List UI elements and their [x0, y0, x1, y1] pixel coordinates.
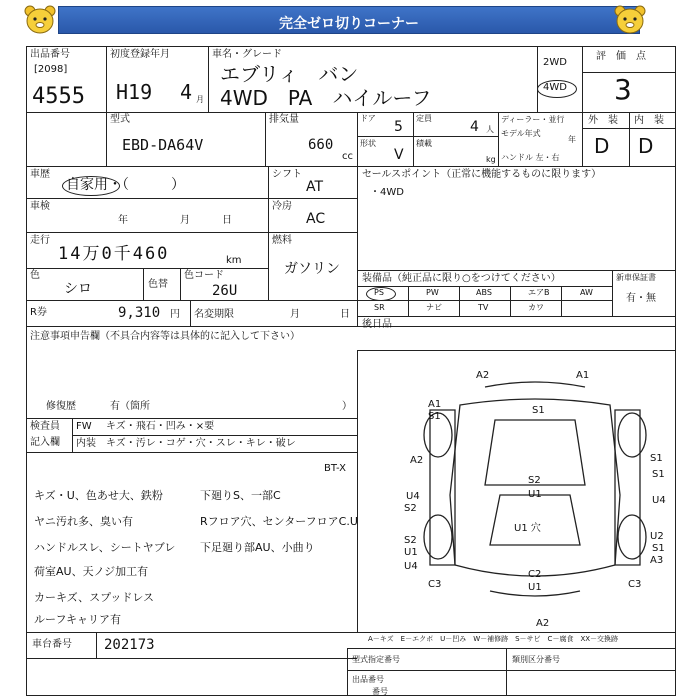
diagram-label: U4: [404, 561, 418, 572]
class-number-label: 類別区分番号: [512, 655, 560, 664]
name-label: 車名・グレード: [212, 49, 282, 60]
banner: [0, 0, 700, 40]
equipment-label: 装備品（純正品に限り○をつけてください）: [362, 273, 561, 284]
diagram-label: S2: [528, 475, 541, 486]
shape-label: 形状: [360, 139, 376, 148]
diagram-label: C3: [428, 579, 442, 590]
equip-airbag: エアB: [528, 288, 550, 297]
footer-number-label: 番号: [372, 687, 388, 696]
model-label: 型式: [110, 114, 130, 125]
cap-unit: 人: [486, 125, 494, 134]
check-label1: 検査員: [30, 421, 60, 432]
color-change-label: 色替: [148, 279, 168, 290]
inspection-month: 月: [180, 215, 190, 226]
color-label: 色: [30, 270, 40, 281]
lot-label: 出品番号: [30, 49, 70, 60]
lot-code: [2098]: [34, 64, 68, 75]
damage-legend: A－キズ E－エクボ U－凹み W－補修跡 S－サビ C－腐食 XX－交換跡: [368, 635, 619, 643]
door-label: ドア: [360, 114, 376, 123]
inspection-label: 車検: [30, 201, 50, 212]
repair-close: ）: [342, 401, 352, 412]
diagram-label: S1: [428, 411, 441, 422]
cap-label: 定員: [416, 114, 432, 123]
year-unit: 年: [568, 135, 576, 144]
equip-ps: PS: [374, 288, 384, 297]
inspection-day: 日: [222, 215, 232, 226]
int-grade: D: [638, 134, 654, 158]
comment-left-6: ルーフキャリア有: [34, 613, 122, 626]
diagram-label: U1 穴: [514, 523, 541, 534]
diagram-label: C3: [628, 579, 642, 590]
color-code-label: 色コード: [184, 270, 224, 281]
banner-title: 完全ゼロ切りコーナー: [279, 16, 419, 32]
reg-month-unit: 月: [196, 95, 204, 104]
comment-right-2: Rフロア穴、センターフロアC.U: [200, 515, 358, 528]
door-value: 5: [394, 119, 403, 135]
sales-item: ・4WD: [370, 187, 404, 198]
score-value: 3: [614, 73, 632, 106]
equip-tv: TV: [478, 303, 489, 312]
rear-label: 後日品: [362, 319, 392, 330]
lot-number: 4555: [32, 84, 85, 109]
diagram-label: A1: [576, 370, 590, 381]
notes-label: 注意事項申告欄（不具合内容等は具体的に記入して下さい）: [30, 331, 300, 342]
fw-label: FW: [76, 421, 92, 432]
reg-history-value: 自家用・（ ）: [66, 177, 185, 193]
diagram-label: S2: [404, 503, 417, 514]
model-value: EBD-DA64V: [122, 136, 204, 154]
type-number-label: 型式指定番号: [352, 655, 400, 664]
repair-value: 有（箇所: [110, 401, 150, 412]
check-label2: 記入欄: [30, 437, 60, 448]
new-warranty-value: 有・無: [626, 293, 656, 304]
equip-sr: SR: [374, 303, 385, 312]
chassis-value: 202173: [104, 637, 155, 653]
equip-abs: ABS: [476, 288, 492, 297]
disp-value: 660: [308, 137, 334, 153]
chassis-label: 車台番号: [32, 639, 72, 650]
equip-navi: ナビ: [426, 303, 442, 312]
diagram-label: A3: [650, 555, 664, 566]
recycle-unit: 円: [170, 309, 180, 320]
diagram-label: U1: [404, 547, 418, 558]
fuel-label: 燃料: [272, 235, 292, 246]
fuel-value: ガソリン: [284, 261, 340, 277]
equip-pw: PW: [426, 288, 439, 297]
shift-label: シフト: [272, 169, 302, 180]
diagram-label: C2: [528, 569, 542, 580]
model-year-label: モデル年式: [501, 129, 541, 138]
mileage-label: 走行: [30, 235, 50, 246]
recycle-label: R券: [30, 307, 47, 318]
mileage-value: 14万0千460: [58, 244, 170, 264]
diagram-label: A2: [476, 370, 490, 381]
equip-leather: カワ: [528, 303, 544, 312]
reg-history-label: 車歴: [30, 169, 50, 180]
new-warranty-label: 新車保証書: [616, 273, 656, 282]
disp-unit: cc: [342, 151, 353, 162]
mileage-unit: km: [226, 255, 242, 266]
reg-label: 初度登録年月: [110, 49, 170, 60]
diagram-label: A1: [428, 399, 442, 410]
ac-value: AC: [306, 211, 326, 227]
color-value: シロ: [64, 281, 92, 297]
comment-left-4: 荷室AU、天ノジ加工有: [34, 565, 149, 578]
ext-label: 外 装: [588, 115, 618, 126]
banner-bar: [58, 6, 640, 34]
disp-label: 排気量: [269, 114, 299, 125]
due-day: 日: [340, 309, 350, 320]
diagram-label: S2: [404, 535, 417, 546]
diagram-label: A2: [536, 618, 550, 629]
shift-value: AT: [306, 179, 324, 195]
drive-2wd: 2WD: [543, 57, 567, 68]
cap-value: 4: [470, 119, 479, 135]
load-label: 積載: [416, 139, 432, 148]
color-code-value: 26U: [212, 283, 238, 299]
sales-label: セールスポイント（正常に機能するものに限ります）: [362, 169, 602, 180]
name-line2: 4WD PA ハイルーフ: [220, 86, 432, 110]
tag-value: BT-X: [324, 463, 347, 474]
diagram-label: S1: [650, 453, 663, 464]
bear-mascot-icon: [612, 3, 648, 35]
equip-aw: AW: [580, 288, 593, 297]
diagram-label: U1: [528, 582, 542, 593]
name-line1: エブリィ バン: [220, 62, 359, 86]
comment-left-2: ヤニ汚れ多、臭い有: [34, 515, 133, 528]
bear-mascot-icon: [22, 3, 58, 35]
drive-4wd: 4WD: [543, 82, 567, 93]
shape-value: V: [394, 147, 404, 163]
comment-right-3: 下足廻り部AU、小曲り: [200, 541, 315, 554]
ac-label: 冷房: [272, 201, 292, 212]
comment-left-1: キズ・U、色あせ大、鉄粉: [34, 489, 163, 502]
handle-label: ハンドル 左・右: [501, 153, 560, 162]
diagram-label: S1: [652, 543, 665, 554]
diagram-label: A2: [410, 455, 424, 466]
inspection-year: 年: [118, 215, 128, 226]
int-label: 内 装: [634, 115, 664, 126]
comment-left-5: カーキズ、スプッドレス: [34, 591, 155, 604]
diagram-label: S1: [532, 405, 545, 416]
fw-text: キズ・飛石・凹み・×要: [106, 421, 215, 432]
footer-lot-label: 出品番号: [352, 675, 384, 684]
comment-right-1: 下廻りS、一部C: [200, 489, 281, 502]
comment-left-3: ハンドルスレ、シートヤブレ: [34, 541, 176, 554]
repair-label: 修復歴: [46, 401, 76, 412]
diagram-label: S1: [652, 469, 665, 480]
ext-grade: D: [594, 134, 610, 158]
diagram-label: U4: [406, 491, 420, 502]
diagram-label: U1: [528, 489, 542, 500]
in-label: 内装: [76, 438, 96, 449]
diagram-label: U4: [652, 495, 666, 506]
score-label: 評 価 点: [596, 51, 646, 62]
recycle-value: 9,310: [118, 305, 161, 321]
in-text: キズ・汚レ・コゲ・穴・スレ・キレ・破レ: [106, 438, 296, 449]
diagram-label: U2: [650, 531, 664, 542]
due-month: 月: [290, 309, 300, 320]
reg-month: 4: [180, 80, 193, 104]
load-unit: kg: [486, 155, 496, 164]
due-label: 名変期限: [194, 309, 234, 320]
reg-era: H19: [116, 80, 153, 104]
dealer-label: ディーラー・並行: [501, 115, 565, 124]
